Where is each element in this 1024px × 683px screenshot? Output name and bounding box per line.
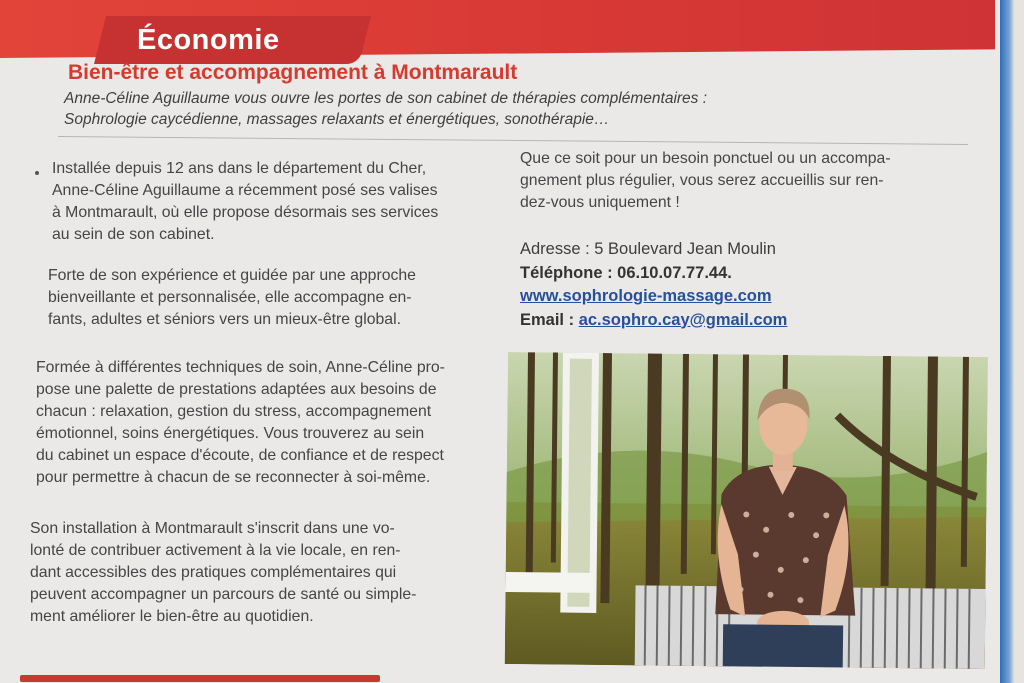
- text-line: Installée depuis 12 ans dans le département du Cher,: [52, 160, 427, 177]
- website-link[interactable]: www.sophrologie-massage.com: [520, 287, 772, 305]
- text-line: dant accessibles des pratiques complémentaires qui: [30, 564, 397, 581]
- text-line: à Montmarault, où elle propose désormais ses services: [52, 204, 439, 221]
- text-line: lonté de contribuer activement à la vie locale, en ren-: [30, 542, 401, 559]
- text-line: Formée à différentes techniques de soin, Anne-Céline pro-: [36, 359, 445, 376]
- adjacent-page-edge: [1000, 0, 1024, 683]
- text-line: pour permettre à chacun de se reconnecter à soi-même.: [36, 469, 431, 486]
- paragraph-installation: [30, 518, 416, 628]
- contact-phone: [520, 262, 787, 286]
- lead-line: Anne-Céline Aguillaume vous ouvre les portes de son cabinet de thérapies complémentaires :: [64, 90, 708, 107]
- lead-line: Sophrologie caycédienne, massages relaxants et énergétiques, sonothérapie…: [64, 111, 610, 128]
- article-headline: Bien-être et accompagnement à Montmarault: [68, 61, 518, 84]
- text-line: Son installation à Montmarault s'inscrit dans une vo-: [30, 520, 395, 537]
- contact-website: [520, 285, 787, 309]
- text-line: ment améliorer le bien-être au quotidien.: [30, 608, 314, 625]
- paragraph-experience: [48, 265, 416, 331]
- text-line: gnement plus régulier, vous serez accueillis sur ren-: [520, 172, 884, 189]
- text-line: au sein de son cabinet.: [52, 226, 215, 243]
- email-link[interactable]: ac.sophro.cay@gmail.com: [578, 310, 788, 329]
- text-line: dez-vous uniquement !: [520, 194, 680, 211]
- paragraph-training: [36, 357, 445, 489]
- paragraph-appointment: [520, 148, 891, 214]
- portrait-photo-illustration: [505, 352, 988, 669]
- phone-label: Téléphone :: [520, 263, 618, 282]
- text-line: pose une palette de prestations adaptées aux besoins de: [36, 381, 437, 398]
- paragraph-intro: [52, 158, 438, 246]
- contact-email: [520, 309, 787, 333]
- divider: [58, 136, 968, 145]
- text-line: bienveillante et personnalisée, elle accompagne en-: [48, 289, 412, 306]
- contact-block: [520, 238, 787, 332]
- phone-number: 06.10.07.77.44.: [617, 263, 732, 282]
- contact-address: Adresse : 5 Boulevard Jean Moulin: [520, 240, 776, 258]
- text-line: fants, adultes et séniors vers un mieux-être global.: [48, 311, 401, 328]
- bullet-dot: [35, 171, 39, 175]
- email-label: Email :: [520, 310, 579, 329]
- section-title: Économie: [137, 24, 280, 56]
- text-line: émotionnel, soins énergétiques. Vous trouverez au sein: [36, 425, 425, 442]
- text-line: chacun : relaxation, gestion du stress, accompagnement: [36, 403, 432, 420]
- text-line: Forte de son expérience et guidée par une approche: [48, 267, 416, 284]
- text-line: du cabinet un espace d'écoute, de confiance et de respect: [36, 447, 444, 464]
- text-line: Que ce soit pour un besoin ponctuel ou un accompa-: [520, 150, 891, 167]
- text-line: peuvent accompagner un parcours de santé ou simple-: [30, 586, 417, 603]
- next-article-title-cropped: [20, 669, 390, 683]
- portrait-photo: [505, 352, 988, 669]
- article-lead: [64, 88, 854, 130]
- text-line: Anne-Céline Aguillaume a récemment posé ses valises: [52, 182, 438, 199]
